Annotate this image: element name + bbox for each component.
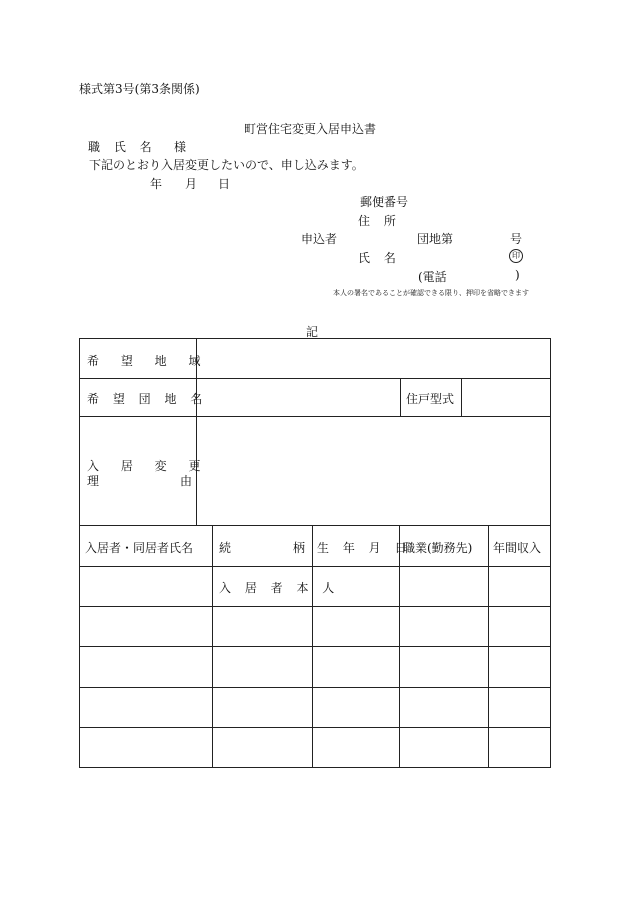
date-day: 日 (218, 177, 231, 191)
self-relation-label: 入 居 者 本 人 (219, 581, 340, 595)
record-label: 記 (306, 325, 319, 339)
header-birth: 生 年 月 日 (317, 541, 412, 555)
header-name: 入居者・同居者氏名 (85, 541, 194, 555)
header-income: 年間収入 (493, 541, 542, 555)
postal-label: 郵便番号 (360, 195, 409, 209)
unit-type-label: 住戸型式 (406, 392, 455, 406)
header-occupation: 職業(勤務先) (403, 541, 473, 555)
desired-complex-label: 希 望 団 地 名 (87, 392, 208, 406)
reason-field[interactable] (200, 419, 546, 521)
complex-label: 団地第 (417, 232, 454, 246)
application-table (79, 338, 551, 768)
reason-label-line1: 入 居 変 更 (87, 459, 210, 473)
seal-mark: 印 (509, 249, 523, 263)
date-year: 年 (150, 177, 163, 191)
honorific: 様 (174, 140, 187, 154)
phone-close: ) (515, 268, 520, 282)
form-number: 様式第3号(第3条関係) (79, 82, 200, 96)
phone-label: (電話 (418, 270, 447, 284)
reason-label-line2-left: 理 (87, 474, 100, 488)
number-suffix: 号 (510, 232, 523, 246)
desired-area-field[interactable] (200, 343, 546, 375)
unit-type-field[interactable] (465, 381, 547, 413)
header-relation-left: 続 (219, 541, 232, 555)
page-title: 町営住宅変更入居申込書 (244, 122, 377, 136)
applicant-label: 申込者 (301, 232, 338, 246)
signature-note: 本人の署名であることが確認できる限り、押印を省略できます (333, 289, 529, 297)
reason-label-line2-right: 由 (180, 474, 193, 488)
header-relation-right: 柄 (293, 541, 306, 555)
name-label: 氏 名 (358, 251, 401, 265)
desired-area-label: 希 望 地 域 (87, 354, 210, 368)
desired-complex-field[interactable] (200, 381, 396, 413)
date-month: 月 (185, 177, 198, 191)
addressee-label: 職 氏 名 (88, 140, 157, 154)
intro-text: 下記のとおり入居変更したいので、申し込みます。 (89, 158, 364, 172)
address-label: 住 所 (358, 214, 401, 228)
